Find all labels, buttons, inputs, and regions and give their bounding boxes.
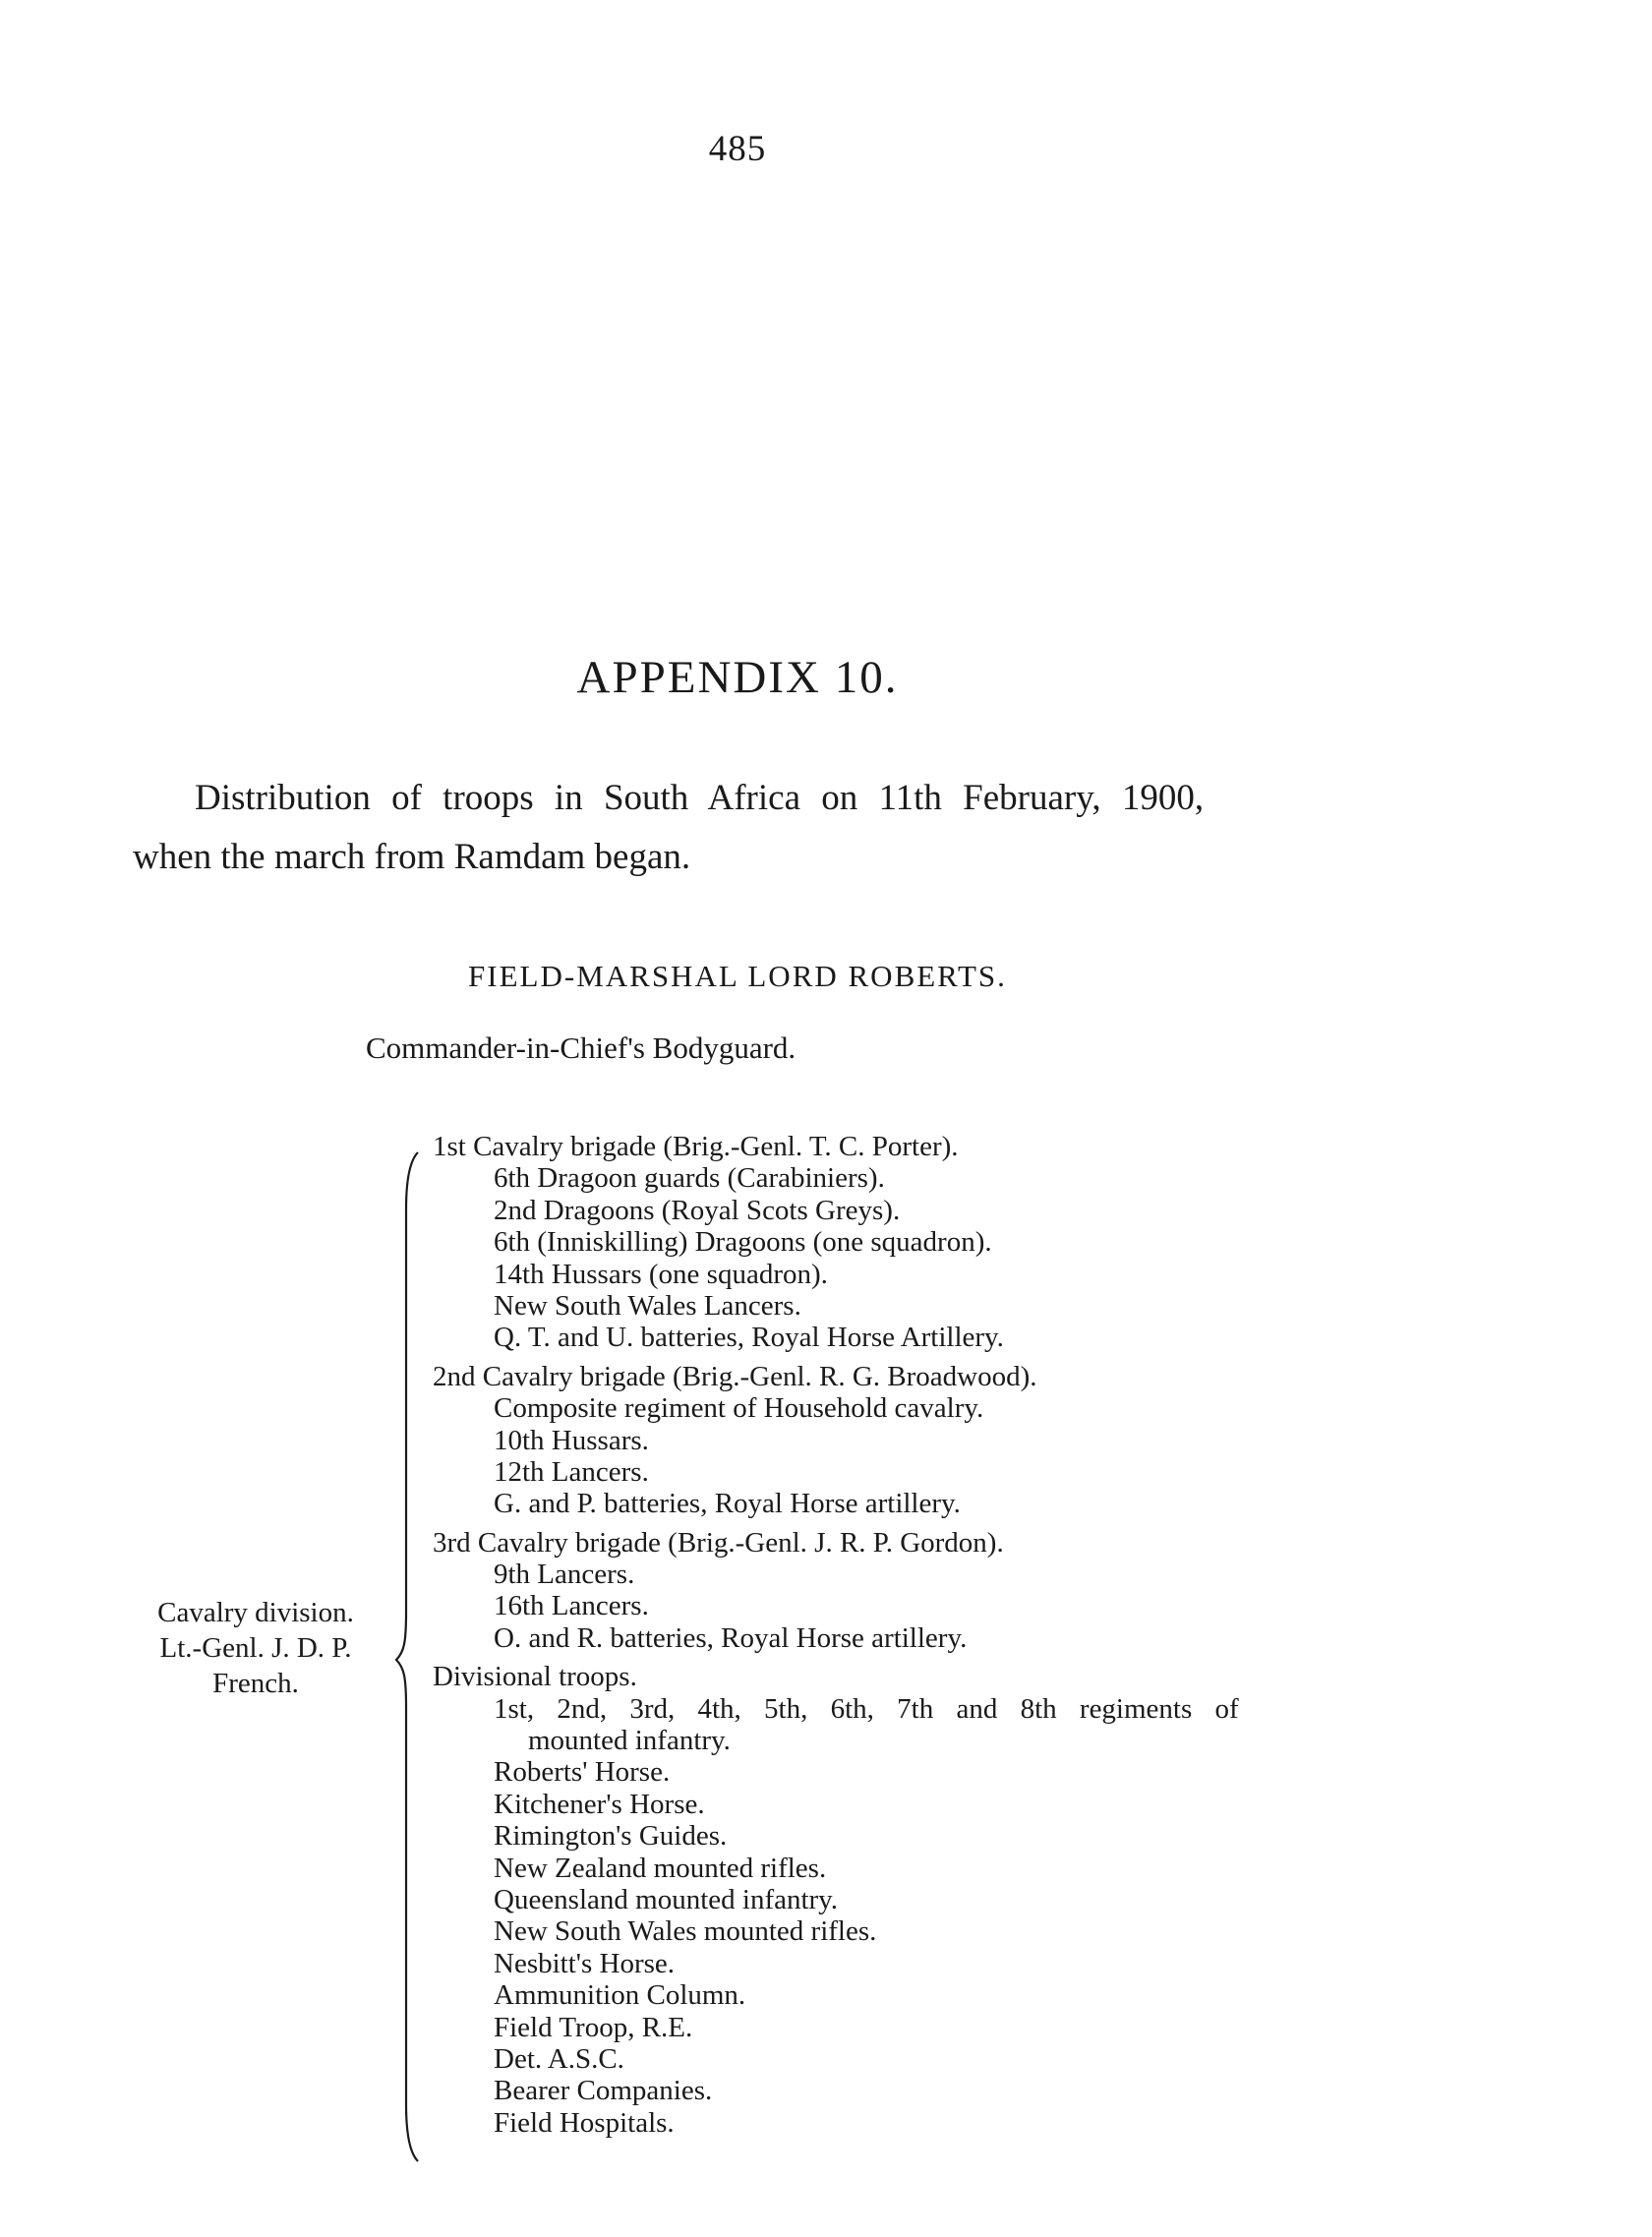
unit-list	[433, 1131, 1239, 2139]
list-item: Det. A.S.C.	[494, 2042, 624, 2075]
divisional-troops-heading: Divisional troops.	[433, 1661, 637, 1693]
bodyguard-heading: Commander-in-Chief's Bodyguard.	[366, 1030, 796, 1065]
list-item: Q. T. and U. batteries, Royal Horse Artillery.	[494, 1322, 1004, 1354]
list-item: 6th (Inniskilling) Dragoons (one squadron).	[494, 1226, 992, 1259]
mounted-infantry-line-1: 1st, 2nd, 3rd, 4th, 5th, 6th, 7th and 8th regiments of	[494, 1692, 1239, 1725]
list-item: Rimington's Guides.	[494, 1820, 728, 1853]
list-item: New Zealand mounted rifles.	[494, 1852, 827, 1884]
list-item: O. and R. batteries, Royal Horse artillery.	[494, 1621, 968, 1654]
list-item: G. and P. batteries, Royal Horse artillery.	[494, 1488, 961, 1520]
brigade-3-heading: 3rd Cavalry brigade (Brig.-Genl. J. R. P. Gordon).	[433, 1526, 1004, 1559]
list-item: Bearer Companies.	[494, 2075, 713, 2107]
list-item: Field Hospitals.	[494, 2106, 675, 2139]
cavalry-commander-line: Lt.-Genl. J. D. P.	[159, 1632, 352, 1664]
list-item: 9th Lancers.	[494, 1559, 635, 1591]
list-item: 14th Hussars (one squadron).	[494, 1258, 828, 1290]
curly-brace-icon	[388, 1150, 428, 2163]
list-item: Roberts' Horse.	[494, 1756, 671, 1789]
list-item: Field Troop, R.E.	[494, 2011, 693, 2043]
list-item: Composite regiment of Household cavalry.	[494, 1392, 984, 1425]
list-item: 12th Lancers.	[494, 1455, 649, 1488]
list-item: Kitchener's Horse.	[494, 1788, 705, 1820]
list-item: 10th Hussars.	[494, 1424, 649, 1456]
appendix-title: APPENDIX 10.	[576, 652, 899, 703]
list-item: 2nd Dragoons (Royal Scots Greys).	[494, 1194, 901, 1226]
page-number: 485	[708, 129, 767, 169]
brigade-1-heading: 1st Cavalry brigade (Brig.-Genl. T. C. Porter).	[433, 1131, 959, 1162]
commander-heading: FIELD-MARSHAL LORD ROBERTS.	[468, 959, 1007, 993]
cavalry-division-line: Cavalry division.	[157, 1597, 354, 1628]
intro-line-1: Distribution of troops in South Africa on 11th February, 1900,	[195, 778, 1205, 818]
brigade-2-heading: 2nd Cavalry brigade (Brig.-Genl. R. G. Broadwood).	[433, 1360, 1037, 1392]
list-item: Ammunition Column.	[494, 1979, 746, 2012]
list-item: New South Wales Lancers.	[494, 1289, 801, 1322]
intro-line-2: when the march from Ramdam began.	[133, 837, 691, 877]
cavalry-commander-name: French.	[212, 1668, 299, 1699]
list-item: New South Wales mounted rifles.	[494, 1915, 877, 1948]
cavalry-division-label	[123, 1595, 388, 1701]
mounted-infantry-line-2: mounted infantry.	[528, 1725, 731, 1757]
list-item: Queensland mounted infantry.	[494, 1883, 839, 1915]
list-item: 16th Lancers.	[494, 1590, 649, 1622]
list-item: 6th Dragoon guards (Carabiniers).	[494, 1162, 885, 1195]
list-item: Nesbitt's Horse.	[494, 1947, 676, 1979]
